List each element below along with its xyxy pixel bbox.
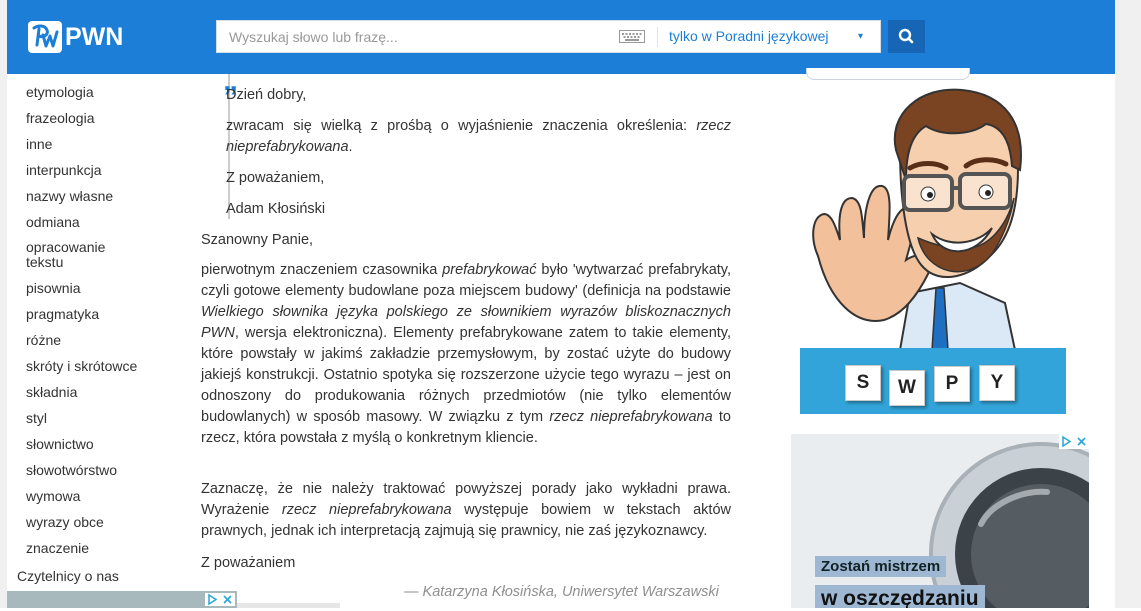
answer-paragraph-1: pierwotnym znaczeniem czasownika prefabrykować było 'wytwarzać prefabrykaty, czyli gotowe elementy budowlane poza miejscem budowy' (definicja na podstawie Wielkiego słownika języka polskiego ze słownikiem wyrazów bliskoznacznych PWN, wersja elektroniczna). Elementy prefabrykowane zatem to takie elementy, które powstały w jakimś zakładzie przemysłowym, by zostać użyte do budowy jakiejś konstrukcji. Ostatnio spotyka się rozszerzone użycie tego wyrazu – jest on odnoszony do produkowania różnych przedmiotów (nie tylko elementów budowlanych) w sposób masowy. W związku z tym rzecz nieprefabrykowana to rzecz, która powstała z myślą o konkretnym kliencie. xyxy=(201,262,731,446)
search-icon xyxy=(888,20,925,53)
mascot-illustration xyxy=(800,88,1068,350)
sidebar-item-skroty[interactable]: skróty i skrótowce xyxy=(26,358,138,374)
sidebar-item-nazwy-wlasne[interactable]: nazwy własne xyxy=(26,188,114,204)
horizontal-scrollbar[interactable] xyxy=(237,603,340,608)
swpy-promo-banner[interactable] xyxy=(800,348,1066,414)
chevron-down-icon[interactable]: ▾ xyxy=(858,31,864,42)
sidebar-item-znaczenie[interactable]: znaczenie xyxy=(26,540,90,556)
sidebar-item-pisownia[interactable]: pisownia xyxy=(26,280,81,296)
answer-closing: Z poważaniem xyxy=(201,555,296,571)
search-input[interactable] xyxy=(217,21,629,52)
sidebar-item-czytelnicy[interactable]: Czytelnicy o nas xyxy=(17,568,119,584)
sidebar-item-inne[interactable]: inne xyxy=(26,136,53,152)
search-button[interactable] xyxy=(888,20,925,53)
site-header xyxy=(7,0,1115,74)
answer-paragraph-2: Zaznaczę, że nie należy traktować powyższej porady jako wykładni prawa. Wyrażenie rzecz nieprefabrykowana występuje bowiem w tekstach aktów prawnych, jednak ich interpretacją zajmują się prawnicy, nie zaś językoznawcy. xyxy=(201,481,731,539)
keyboard-icon[interactable] xyxy=(619,30,645,43)
sidebar-item-opracowanie-tekstu[interactable]: opracowanie tekstu xyxy=(26,239,106,270)
sidebar-item-slowotworstwo[interactable]: słowotwórstwo xyxy=(26,462,118,478)
search-scope-select[interactable]: tylko w Poradni językowej xyxy=(669,28,829,44)
question-signature: Adam Kłosiński xyxy=(226,201,326,217)
category-sidebar xyxy=(7,74,187,608)
question-closing: Z poważaniem, xyxy=(226,170,325,186)
sidebar-item-wymowa[interactable]: wymowa xyxy=(26,488,81,504)
article-content xyxy=(190,64,750,608)
answer-salutation: Szanowny Panie, xyxy=(201,232,314,248)
page-gutter-right xyxy=(1115,0,1141,608)
swpy-tile-w: W xyxy=(889,370,925,406)
right-column xyxy=(790,74,1100,608)
right-advertisement[interactable] xyxy=(791,434,1089,608)
swpy-tile-y: Y xyxy=(979,365,1015,401)
page-gutter-left xyxy=(0,0,7,608)
answer-author: — Katarzyna Kłosińska, Uniwersytet Warszawski xyxy=(404,584,719,600)
sidebar-item-odmiana[interactable]: odmiana xyxy=(26,214,80,230)
sidebar-item-styl[interactable]: styl xyxy=(26,410,47,426)
sidebar-item-etymologia[interactable]: etymologia xyxy=(26,84,94,100)
sidebar-item-interpunkcja[interactable]: interpunkcja xyxy=(26,162,102,178)
search-divider xyxy=(657,27,658,47)
question-body: zwracam się wielką z prośbą o wyjaśnienie znaczenia określenia: rzecz nieprefabrykowana. xyxy=(226,118,731,155)
sidebar-item-rozne[interactable]: różne xyxy=(26,332,62,348)
logo-text: PWN xyxy=(65,22,124,51)
swpy-tile-s: S xyxy=(845,365,881,401)
sidebar-item-pragmatyka[interactable]: pragmatyka xyxy=(26,306,100,322)
widget-card-edge xyxy=(806,68,970,80)
swpy-tile-p: P xyxy=(934,366,970,402)
washing-machine-image xyxy=(791,434,1089,608)
sidebar-item-frazeologia[interactable]: frazeologia xyxy=(26,110,95,126)
adchoices-icon[interactable] xyxy=(1059,434,1089,449)
ad-headline-2: w oszczędzaniu xyxy=(815,585,985,608)
search-bar xyxy=(216,20,881,53)
question-greeting: Dzień dobry, xyxy=(226,87,307,103)
quote-icon: „ xyxy=(223,64,238,97)
pwn-logo-icon xyxy=(28,21,62,53)
sidebar-item-wyrazy-obce[interactable]: wyrazy obce xyxy=(26,514,104,530)
sidebar-item-skladnia[interactable]: składnia xyxy=(26,384,78,400)
ad-headline-1: Zostań mistrzem xyxy=(815,556,946,577)
pwn-logo[interactable] xyxy=(28,21,123,53)
sidebar-item-slownictwo[interactable]: słownictwo xyxy=(26,436,94,452)
